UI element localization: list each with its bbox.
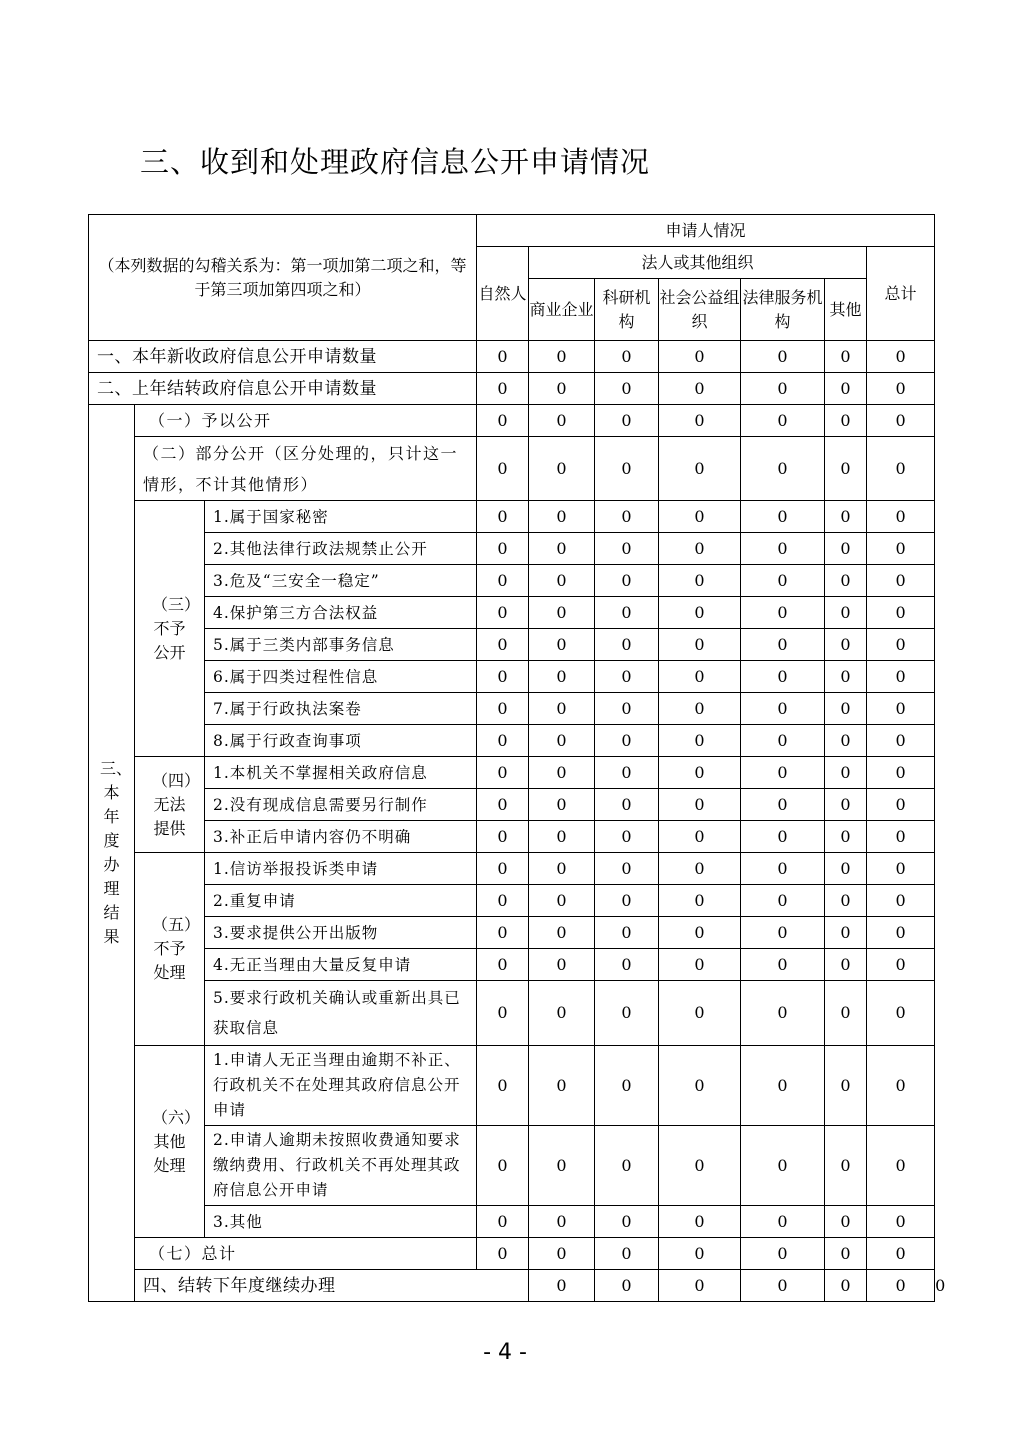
cell-value: 0 <box>825 789 867 821</box>
cell-value: 0 <box>741 693 825 725</box>
cell-value: 0 <box>595 373 659 405</box>
cell-value: 0 <box>741 917 825 949</box>
cell-value: 0 <box>529 1126 595 1206</box>
table-row <box>89 341 935 373</box>
cell-value: 0 <box>477 725 529 757</box>
table-row <box>89 405 935 437</box>
header-other: 其他 <box>825 279 867 341</box>
cell-value: 0 <box>741 821 825 853</box>
cell-value: 0 <box>825 757 867 789</box>
cell-value: 0 <box>867 501 935 533</box>
table-row <box>89 853 935 885</box>
cell-value: 0 <box>867 885 935 917</box>
cell-value: 0 <box>825 437 867 501</box>
cell-value: 0 <box>477 1126 529 1206</box>
cell-value: 0 <box>595 405 659 437</box>
header-social: 社会公益组织 <box>659 279 741 341</box>
row-label: 四、结转下年度继续办理 <box>135 1270 529 1302</box>
cell-value: 0 <box>477 885 529 917</box>
cell-value: 0 <box>741 533 825 565</box>
cell-value: 0 <box>477 981 529 1046</box>
cell-value: 0 <box>529 949 595 981</box>
cell-value: 0 <box>477 789 529 821</box>
table-row <box>89 437 935 501</box>
header-legal-org: 法人或其他组织 <box>529 247 867 279</box>
cell-value: 0 <box>659 917 741 949</box>
cell-value: 0 <box>595 981 659 1046</box>
row-label: 2.重复申请 <box>205 885 477 917</box>
cell-value: 0 <box>867 917 935 949</box>
header-note: （本列数据的勾稽关系为：第一项加第二项之和，等于第三项加第四项之和） <box>89 215 477 341</box>
header-natural-person: 自然人 <box>477 247 529 341</box>
cell-value: 0 <box>659 661 741 693</box>
cell-value: 0 <box>529 789 595 821</box>
table-row <box>89 949 935 981</box>
cell-value: 0 <box>529 437 595 501</box>
cell-value: 0 <box>477 661 529 693</box>
cell-value: 0 <box>659 1046 741 1126</box>
table-row: 四、结转下年度继续办理 0 0 0 0 0 0 0 <box>89 1270 935 1302</box>
cell-value: 0 <box>825 501 867 533</box>
cell-value: 0 <box>529 981 595 1046</box>
table-row <box>89 1206 935 1238</box>
cell-value: 0 <box>595 597 659 629</box>
cell-value: 0 <box>659 725 741 757</box>
cell-value: 0 <box>595 789 659 821</box>
cell-value: 0 <box>529 373 595 405</box>
cell-value: 0 <box>529 629 595 661</box>
cell-value: 0 <box>825 1126 867 1206</box>
cell-value: 0 <box>825 885 867 917</box>
cell-value: 0 <box>477 597 529 629</box>
cell-value: 0 <box>741 885 825 917</box>
cell-value: 0 <box>867 981 935 1046</box>
row-label: 1.申请人无正当理由逾期不补正、行政机关不在处理其政府信息公开申请 <box>205 1046 477 1126</box>
cell-value: 0 <box>867 725 935 757</box>
cell-value: 0 <box>659 1238 741 1270</box>
cell-value: 0 <box>867 629 935 661</box>
cell-value: 0 <box>825 405 867 437</box>
cell-value: 0 <box>825 565 867 597</box>
table-row <box>89 725 935 757</box>
header-total: 总计 <box>867 247 935 341</box>
cell-value: 0 <box>595 341 659 373</box>
cell-value: 0 <box>825 597 867 629</box>
cell-value: 0 <box>595 885 659 917</box>
cell-value: 0 <box>741 629 825 661</box>
cell-value: 0 <box>595 1238 659 1270</box>
cell-value: 0 <box>825 341 867 373</box>
cell-value: 0 <box>595 629 659 661</box>
cell-value: 0 <box>825 1206 867 1238</box>
row-label: 2.其他法律行政法规禁止公开 <box>205 533 477 565</box>
cell-value: 0 <box>659 341 741 373</box>
cell-value: 0 <box>741 757 825 789</box>
cell-value: 0 <box>477 341 529 373</box>
cell-value: 0 <box>659 757 741 789</box>
cell-value: 0 <box>477 853 529 885</box>
row-label: 1.信访举报投诉类申请 <box>205 853 477 885</box>
row-label: （一）予以公开 <box>135 405 477 437</box>
cell-value: 0 <box>659 629 741 661</box>
cell-value: 0 <box>595 917 659 949</box>
group-label: （四）无法提供 <box>135 757 205 853</box>
row-label: 7.属于行政执法案卷 <box>205 693 477 725</box>
cell-value: 0 <box>741 1046 825 1126</box>
cell-value: 0 <box>595 1206 659 1238</box>
cell-value: 0 <box>867 821 935 853</box>
table-row <box>89 981 935 1046</box>
group-label: （五）不予处理 <box>135 853 205 1046</box>
row-label: （七）总计 <box>135 1238 477 1270</box>
cell-value: 0 <box>741 373 825 405</box>
cell-value: 0 <box>659 981 741 1046</box>
cell-value: 0 <box>825 725 867 757</box>
cell-value: 0 <box>867 597 935 629</box>
table-row <box>89 597 935 629</box>
cell-value: 0 <box>825 1270 867 1302</box>
cell-value: 0 <box>659 1270 741 1302</box>
cell-value: 0 <box>659 437 741 501</box>
cell-value: 0 <box>477 693 529 725</box>
cell-value: 0 <box>659 1206 741 1238</box>
cell-value: 0 <box>659 565 741 597</box>
cell-value: 0 <box>825 533 867 565</box>
cell-value: 0 <box>477 565 529 597</box>
header-research: 科研机构 <box>595 279 659 341</box>
row-label: 5.要求行政机关确认或重新出具已获取信息 <box>205 981 477 1046</box>
row-label: 3.要求提供公开出版物 <box>205 917 477 949</box>
cell-value: 0 <box>741 853 825 885</box>
cell-value: 0 <box>529 1046 595 1126</box>
cell-value: 0 <box>477 629 529 661</box>
cell-value: 0 <box>741 437 825 501</box>
cell-value: 0 <box>741 949 825 981</box>
cell-value: 0 <box>825 693 867 725</box>
cell-value: 0 <box>867 437 935 501</box>
cell-value: 0 <box>825 373 867 405</box>
row-label: 6.属于四类过程性信息 <box>205 661 477 693</box>
table-row <box>89 1238 935 1270</box>
cell-value: 0 <box>867 1206 935 1238</box>
cell-value: 0 <box>659 885 741 917</box>
cell-value: 0 <box>825 981 867 1046</box>
cell-value: 0 <box>529 661 595 693</box>
table-row <box>89 885 935 917</box>
cell-value: 0 <box>825 1238 867 1270</box>
group-label: （三）不予公开 <box>135 501 205 757</box>
application-stats-table <box>88 214 946 1302</box>
cell-value: 0 <box>741 661 825 693</box>
cell-value: 0 <box>529 917 595 949</box>
cell-value: 0 <box>595 565 659 597</box>
cell-value: 0 <box>659 789 741 821</box>
cell-value: 0 <box>867 533 935 565</box>
cell-value: 0 <box>595 661 659 693</box>
cell-value: 0 <box>529 1238 595 1270</box>
cell-value: 0 <box>595 757 659 789</box>
cell-value: 0 <box>741 981 825 1046</box>
cell-value: 0 <box>529 341 595 373</box>
cell-value: 0 <box>867 373 935 405</box>
cell-value: 0 <box>595 501 659 533</box>
table-row <box>89 501 935 533</box>
cell-value: 0 <box>595 821 659 853</box>
row-label: 3.危及“三安全一稳定” <box>205 565 477 597</box>
cell-value: 0 <box>477 917 529 949</box>
cell-value: 0 <box>867 341 935 373</box>
cell-value: 0 <box>825 661 867 693</box>
cell-value: 0 <box>741 1270 825 1302</box>
table-row <box>89 373 935 405</box>
cell-value: 0 <box>867 949 935 981</box>
table-row <box>89 1126 935 1206</box>
cell-value: 0 <box>825 949 867 981</box>
cell-value: 0 <box>867 1126 935 1206</box>
cell-value: 0 <box>659 533 741 565</box>
cell-value: 0 <box>741 341 825 373</box>
cell-value: 0 <box>595 949 659 981</box>
cell-value: 0 <box>595 693 659 725</box>
table-row <box>89 629 935 661</box>
cell-value: 0 <box>659 693 741 725</box>
cell-value: 0 <box>659 373 741 405</box>
cell-value: 0 <box>741 405 825 437</box>
cell-value: 0 <box>477 405 529 437</box>
cell-value: 0 <box>529 885 595 917</box>
cell-value: 0 <box>477 1238 529 1270</box>
cell-value: 0 <box>825 853 867 885</box>
row-label: 2.没有现成信息需要另行制作 <box>205 789 477 821</box>
cell-value: 0 <box>529 853 595 885</box>
header-applicant: 申请人情况 <box>477 215 935 247</box>
cell-value: 0 <box>595 1270 659 1302</box>
cell-value: 0 <box>529 757 595 789</box>
cell-value: 0 <box>659 597 741 629</box>
cell-value: 0 <box>595 1126 659 1206</box>
cell-value: 0 <box>477 373 529 405</box>
cell-value: 0 <box>867 693 935 725</box>
cell-value: 0 <box>867 789 935 821</box>
table-row <box>89 565 935 597</box>
cell-value: 0 <box>529 725 595 757</box>
table-row <box>89 693 935 725</box>
cell-value: 0 <box>477 1206 529 1238</box>
cell-value: 0 <box>741 725 825 757</box>
cell-value: 0 <box>659 501 741 533</box>
table-row <box>89 821 935 853</box>
table-row <box>89 661 935 693</box>
cell-value: 0 <box>659 405 741 437</box>
row-label: 3.补正后申请内容仍不明确 <box>205 821 477 853</box>
cell-value: 0 <box>529 1270 595 1302</box>
cell-value: 0 <box>659 1126 741 1206</box>
cell-value: 0 <box>529 565 595 597</box>
header-legal-service: 法律服务机构 <box>741 279 825 341</box>
cell-value: 0 <box>477 1046 529 1126</box>
cell-value: 0 <box>825 629 867 661</box>
cell-value: 0 <box>529 533 595 565</box>
section3-label: 三、本年度办理结果 <box>89 405 135 1302</box>
row-label: 8.属于行政查询事项 <box>205 725 477 757</box>
cell-value: 0 <box>477 533 529 565</box>
table-row <box>89 917 935 949</box>
cell-value: 0 <box>867 1270 935 1302</box>
cell-value: 0 <box>741 1206 825 1238</box>
cell-value: 0 <box>741 597 825 629</box>
table-row <box>89 757 935 789</box>
cell-value: 0 <box>659 949 741 981</box>
cell-value: 0 <box>741 789 825 821</box>
cell-value: 0 <box>595 437 659 501</box>
cell-value: 0 <box>825 917 867 949</box>
cell-value: 0 <box>595 853 659 885</box>
cell-value: 0 <box>477 949 529 981</box>
cell-value: 0 <box>825 1046 867 1126</box>
cell-value: 0 <box>595 725 659 757</box>
cell-value: 0 <box>867 405 935 437</box>
cell-value: 0 <box>529 405 595 437</box>
cell-value: 0 <box>529 693 595 725</box>
cell-value: 0 <box>659 821 741 853</box>
cell-value: 0 <box>867 1046 935 1126</box>
table-row <box>89 1046 935 1126</box>
cell-value: 0 <box>659 853 741 885</box>
cell-value: 0 <box>867 1238 935 1270</box>
table-row <box>89 533 935 565</box>
header-commercial: 商业企业 <box>529 279 595 341</box>
row-label: 4.保护第三方合法权益 <box>205 597 477 629</box>
group-label: （六）其他处理 <box>135 1046 205 1238</box>
row-label: 3.其他 <box>205 1206 477 1238</box>
cell-value: 0 <box>477 501 529 533</box>
cell-value: 0 <box>741 501 825 533</box>
row-label: 4.无正当理由大量反复申请 <box>205 949 477 981</box>
cell-value: 0 <box>741 565 825 597</box>
cell-value: 0 <box>529 1206 595 1238</box>
row-label: 1.本机关不掌握相关政府信息 <box>205 757 477 789</box>
cell-value: 0 <box>867 757 935 789</box>
row-label: 5.属于三类内部事务信息 <box>205 629 477 661</box>
row-label: 一、本年新收政府信息公开申请数量 <box>89 341 477 373</box>
table-row <box>89 789 935 821</box>
cell-value: 0 <box>477 821 529 853</box>
cell-value: 0 <box>529 597 595 629</box>
cell-value: 0 <box>867 661 935 693</box>
row-label: （二）部分公开（区分处理的，只计这一情形，不计其他情形） <box>135 437 477 501</box>
cell-value: 0 <box>477 437 529 501</box>
cell-value: 0 <box>595 1046 659 1126</box>
cell-value: 0 <box>825 821 867 853</box>
row-label: 1.属于国家秘密 <box>205 501 477 533</box>
cell-value: 0 <box>529 501 595 533</box>
page-number: - 4 - <box>483 1340 527 1365</box>
cell-value: 0 <box>741 1238 825 1270</box>
cell-value: 0 <box>741 1126 825 1206</box>
section-title: 三、收到和处理政府信息公开申请情况 <box>140 145 651 179</box>
cell-value: 0 <box>867 565 935 597</box>
row-label: 二、上年结转政府信息公开申请数量 <box>89 373 477 405</box>
cell-value: 0 <box>867 853 935 885</box>
cell-value: 0 <box>595 533 659 565</box>
row-label: 2.申请人逾期未按照收费通知要求缴纳费用、行政机关不再处理其政府信息公开申请 <box>205 1126 477 1206</box>
cell-value: 0 <box>529 821 595 853</box>
cell-value: 0 <box>477 757 529 789</box>
